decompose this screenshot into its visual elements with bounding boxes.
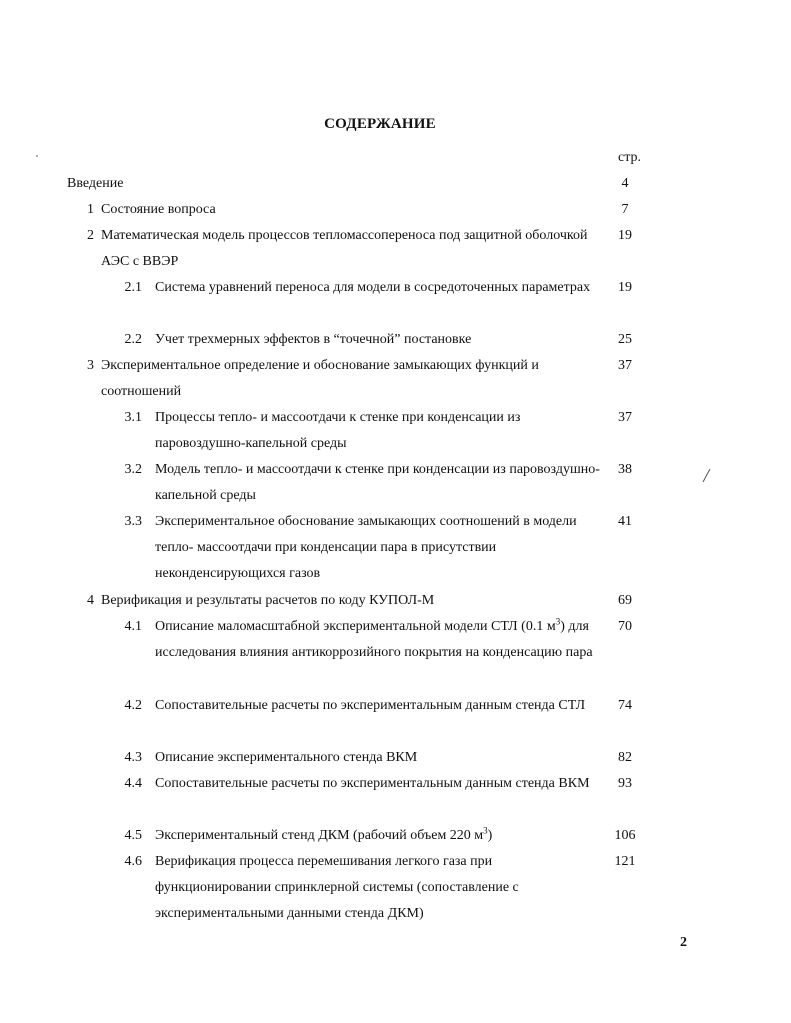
toc-entry-page: 37 [618,358,632,373]
toc-entry-page: 70 [618,619,632,634]
toc-entry-number: 4.4 [124,776,142,791]
toc-entry-text-part: Экспериментальный стенд ДКМ (рабочий объем 220 м [155,828,484,843]
toc-entry-text [155,823,600,849]
toc-entry-number: 2 [87,228,94,243]
toc-entry-text: Экспериментальное определение и обоснование замыкающих функций и соотношений [101,358,539,399]
toc-entry-text-part: ) для исследования влияния антикоррозийного покрытия на конденсацию пара [155,619,593,660]
toc-entry-page: 106 [614,828,636,843]
toc-entry-page: 4 [621,176,629,191]
toc-entry-number: 4.2 [124,698,142,713]
toc-entry-number: 2.2 [124,332,142,347]
toc-entry-text: Состояние вопроса [101,202,216,217]
toc-entry-text: Математическая модель процессов тепломассопереноса под защитной оболочкой АЭС с ВВЭР [101,228,588,269]
toc-entry-number: 2.1 [124,280,142,295]
toc-entry-text: Верификация и результаты расчетов по коду КУПОЛ-М [101,593,435,608]
toc-entry-number: 3.2 [124,462,142,477]
page-number: 2 [680,935,687,950]
toc-entry-text: Экспериментальное обоснование замыкающих соотношений в модели тепло- массоотдачи при конденсации пара в присутствии неконденсирующихся газов [155,514,577,581]
toc-entry-page: 7 [621,202,629,217]
toc-entry-page: 25 [618,332,632,347]
toc-entry-page: 37 [618,410,632,425]
toc-entry-number: 4.3 [124,750,142,765]
toc-entry-text: Система уравнений переноса для модели в сосредоточенных параметрах [155,280,591,295]
toc-entry-page: 19 [618,280,632,295]
toc-entry-text: Сопоставительные расчеты по экспериментальным данным стенда СТЛ [155,698,586,713]
toc-entry-page: 19 [618,228,632,243]
toc-entry-page: 74 [618,698,632,713]
toc-entry-text-part: Описание маломасштабной экспериментальной модели СТЛ (0.1 м [155,619,556,634]
toc-entry-number: 3.3 [124,514,142,529]
toc-entry-text: Модель тепло- и массоотдачи к стенке при конденсации из паровоздушно-капельной среды [155,462,600,503]
toc-entry-text: Введение [67,176,124,191]
toc-entry-number: 3.1 [124,410,142,425]
toc-entry-number: 3 [87,358,94,373]
toc-entry-page: 93 [618,776,632,791]
scan-speck [36,155,38,157]
toc-entry-text [155,614,600,666]
page-column-label: стр. [618,150,642,165]
toc-entry-number: 1 [87,202,94,217]
toc-title: СОДЕРЖАНИЕ [324,116,436,132]
toc-entry-number: 4.6 [124,854,142,869]
toc-entry-page: 38 [618,462,632,477]
toc-entry-page: 69 [618,593,632,608]
toc-entry-page: 82 [618,750,632,765]
toc-entry-number: 4.1 [124,619,142,634]
toc-entry-text: Учет трехмерных эффектов в “точечной” постановке [155,332,472,347]
superscript: 3 [555,616,561,627]
toc-entry-text: Сопоставительные расчеты по экспериментальным данным стенда ВКМ [155,776,590,791]
toc-entry-page: 41 [618,514,632,529]
pen-mark-icon [700,468,712,484]
toc-entry-text: Верификация процесса перемешивания легкого газа при функционировании спринклерной системы (сопоставление с экспериментальными данными стенда ДКМ) [155,854,519,921]
toc-entry-page: 121 [614,854,636,869]
toc-entry-text-part: ) [487,828,493,843]
toc-entry-text: Процессы тепло- и массоотдачи к стенке при конденсации из паровоздушно-капельной среды [155,410,521,451]
toc-entry-number: 4 [87,593,94,608]
toc-entry-text: Описание экспериментального стенда ВКМ [155,750,418,765]
toc-entry-number: 4.5 [124,828,142,843]
superscript: 3 [483,825,488,836]
